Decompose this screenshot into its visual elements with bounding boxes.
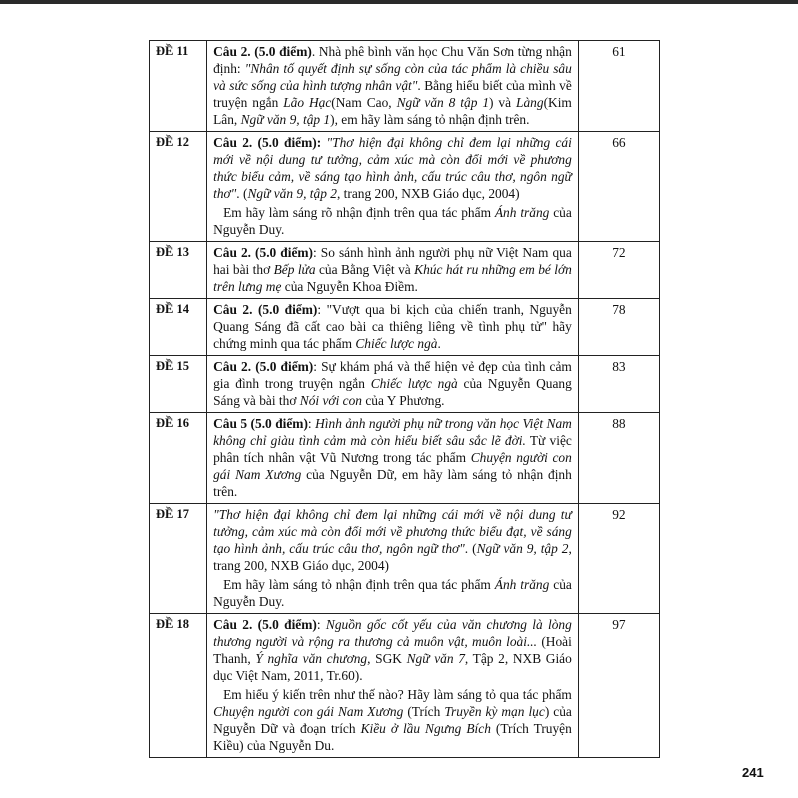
question-paragraph	[213, 415, 572, 500]
page-reference: 66	[578, 132, 659, 242]
text-segment: Nguồn gốc cốt yếu của văn chương là lòng thương người và rộng ra thương cả muôn vật, muôn loài...	[213, 617, 572, 649]
question-paragraph	[213, 686, 572, 754]
table-of-contents	[149, 40, 660, 758]
text-segment: , trang 200, NXB Giáo dục, 2004)	[336, 186, 520, 201]
table-row	[150, 356, 660, 413]
question-paragraph	[213, 301, 572, 352]
exam-code: ĐỀ 12	[150, 132, 207, 242]
text-segment: (Kim Lân,	[213, 95, 572, 127]
text-segment: (Hoài Thanh,	[213, 634, 572, 666]
question-paragraph	[213, 576, 572, 610]
text-segment: : Sự khám phá và thể hiện vẻ đẹp của tình cảm gia đình trong truyện ngắn	[213, 359, 572, 391]
text-segment: Câu 2. (5.0 điểm)	[213, 359, 314, 374]
exam-code: ĐỀ 16	[150, 413, 207, 504]
text-segment: :	[307, 416, 316, 431]
text-segment: Lão Hạc	[283, 95, 332, 110]
text-segment: : "Vượt qua bi kịch của chiến tranh, Nguyễn Quang Sáng đã cất cao bài ca thiêng liêng về tình phụ tử" hãy chứng minh qua tác phẩm	[213, 302, 572, 351]
page-number: 241	[742, 765, 764, 780]
question-paragraph	[213, 204, 572, 238]
text-segment: Từ việc phân tích nhân vật Vũ Nương trong tác phẩm	[213, 433, 572, 465]
exam-code: ĐỀ 17	[150, 504, 207, 614]
text-segment: Ánh trăng	[494, 205, 550, 220]
text-segment: của Y Phương.	[361, 393, 445, 408]
question-paragraph	[213, 616, 572, 684]
text-segment: Chuyện người con gái Nam Xương	[213, 704, 404, 719]
text-segment: ), em hãy làm sáng tỏ nhận định trên.	[330, 112, 530, 127]
text-segment: Khúc hát ru những em bé lớn trên lưng mẹ	[213, 262, 572, 294]
table-row	[150, 41, 660, 132]
exam-question	[207, 41, 579, 132]
text-segment: Ngữ văn 7	[406, 651, 465, 666]
page-reference: 78	[578, 299, 659, 356]
page-reference: 88	[578, 413, 659, 504]
text-segment: Em hãy làm sáng tỏ nhận định trên qua tác phẩm	[223, 577, 495, 592]
text-segment: Ngữ văn 9, tập 1	[240, 112, 331, 127]
exam-code: ĐỀ 18	[150, 614, 207, 758]
text-segment: :	[316, 617, 326, 632]
exam-question	[207, 356, 579, 413]
text-segment: Em hãy làm sáng rõ nhận định trên qua tác phẩm	[223, 205, 495, 220]
text-segment: Nói với con	[299, 393, 362, 408]
text-segment: Ý nghĩa văn chương	[255, 651, 368, 666]
text-segment: Em hiểu ý kiến trên như thế nào? Hãy làm sáng tỏ qua tác phẩm	[223, 687, 572, 702]
text-segment: Truyền kỳ mạn lục	[444, 704, 545, 719]
exam-code: ĐỀ 11	[150, 41, 207, 132]
text-segment: Chiếc lược ngà	[370, 376, 458, 391]
text-segment: .	[437, 336, 441, 351]
text-segment: của Bằng Việt và	[315, 262, 415, 277]
exam-question	[207, 132, 579, 242]
text-segment: : So sánh hình ảnh người phụ nữ Việt Nam qua hai bài thơ	[213, 245, 572, 277]
table-row	[150, 413, 660, 504]
exam-question	[207, 504, 579, 614]
table-row	[150, 242, 660, 299]
text-segment: của Nguyễn Duy.	[213, 205, 572, 237]
question-paragraph	[213, 43, 572, 128]
exam-question	[207, 242, 579, 299]
table-row	[150, 299, 660, 356]
top-border-rule	[0, 0, 798, 4]
exam-question	[207, 413, 579, 504]
text-segment: của Nguyễn Quang Sáng và bài thơ	[213, 376, 572, 408]
exam-code: ĐỀ 15	[150, 356, 207, 413]
text-segment: Ngữ văn 9, tập 2	[247, 186, 337, 201]
text-segment: , trang 200, NXB Giáo dục, 2004)	[213, 541, 572, 573]
text-segment: Hình ảnh người phụ nữ trong văn học Việt Nam không chỉ giàu tình cảm mà còn hiểu biết sâu sắc lẽ đời.	[213, 416, 572, 448]
text-segment: Ngữ văn 8 tập 1	[396, 95, 490, 110]
table-row	[150, 132, 660, 242]
text-segment: Ánh trăng	[494, 577, 550, 592]
exam-question	[207, 614, 579, 758]
exam-code: ĐỀ 14	[150, 299, 207, 356]
text-segment: Câu 5 (5.0 điểm)	[213, 416, 308, 431]
exam-question	[207, 299, 579, 356]
text-segment: Kiều ở lầu Ngưng Bích	[360, 721, 491, 736]
text-segment: Bếp lửa	[273, 262, 316, 277]
text-segment: "Nhân tố quyết định sự sống còn của tác phẩm là chiều sâu và sức sống của hình tượng nhân vật"	[213, 61, 572, 93]
text-segment: của Nguyễn Dữ, em hãy làm sáng tỏ nhận định trên.	[213, 467, 572, 499]
text-segment: Chuyện người con gái Nam Xương	[213, 450, 572, 482]
text-segment: (Nam Cao,	[331, 95, 397, 110]
text-segment: (Trích	[403, 704, 445, 719]
exam-code: ĐỀ 13	[150, 242, 207, 299]
page-reference: 83	[578, 356, 659, 413]
table-row	[150, 614, 660, 758]
text-segment: Câu 2. (5.0 điểm)	[213, 245, 314, 260]
text-segment: ) và	[489, 95, 517, 110]
text-segment: . Nhà phê bình văn học Chu Văn Sơn từng nhận định:	[213, 44, 572, 76]
question-paragraph	[213, 134, 572, 202]
text-segment: của Nguyễn Khoa Điềm.	[281, 279, 418, 294]
text-segment: của Nguyễn Duy.	[213, 577, 572, 609]
table-row	[150, 504, 660, 614]
text-segment: Ngữ văn 9, tập 2	[476, 541, 569, 556]
text-segment: , Tập 2, NXB Giáo dục Việt Nam, 2011, Tr.60).	[213, 651, 572, 683]
text-segment: "Thơ hiện đại không chỉ đem lại những cái mới về nội dung tư tưởng, cảm xúc mà còn đổi mới về phương thức biểu cảm, về sáng tạo hình ảnh, cấu trúc câu thơ, ngôn ngữ thơ"	[213, 135, 572, 201]
text-segment: , SGK	[367, 651, 407, 666]
question-paragraph	[213, 506, 572, 574]
text-segment: "Thơ hiện đại không chỉ đem lại những cái mới về nội dung tư tưởng, cảm xúc mà còn đổi mới về phương thức biểu đạt, về sáng tạo hình ảnh, cấu trúc câu thơ, ngôn ngữ thơ"	[213, 507, 572, 556]
text-segment: Câu 2. (5.0 điểm)	[213, 617, 317, 632]
question-paragraph	[213, 244, 572, 295]
page-reference: 72	[578, 242, 659, 299]
page-reference: 61	[578, 41, 659, 132]
text-segment: (Trích Truyện Kiều) của Nguyễn Du.	[213, 721, 572, 753]
text-segment: Làng	[516, 95, 544, 110]
text-segment: . (	[236, 186, 248, 201]
text-segment: Câu 2. (5.0 điểm):	[213, 135, 322, 150]
text-segment: Chiếc lược ngà	[355, 336, 438, 351]
question-paragraph	[213, 358, 572, 409]
text-segment: Câu 2. (5.0 điểm)	[213, 302, 318, 317]
text-segment: Câu 2. (5.0 điểm)	[213, 44, 312, 59]
text-segment: . (	[464, 541, 477, 556]
text-segment: ) của Nguyễn Dữ và đoạn trích	[213, 704, 572, 736]
toc-body	[150, 41, 660, 758]
text-segment: . Bằng hiểu biết của mình về truyện ngắn	[213, 78, 572, 110]
page-reference: 97	[578, 614, 659, 758]
page-reference: 92	[578, 504, 659, 614]
